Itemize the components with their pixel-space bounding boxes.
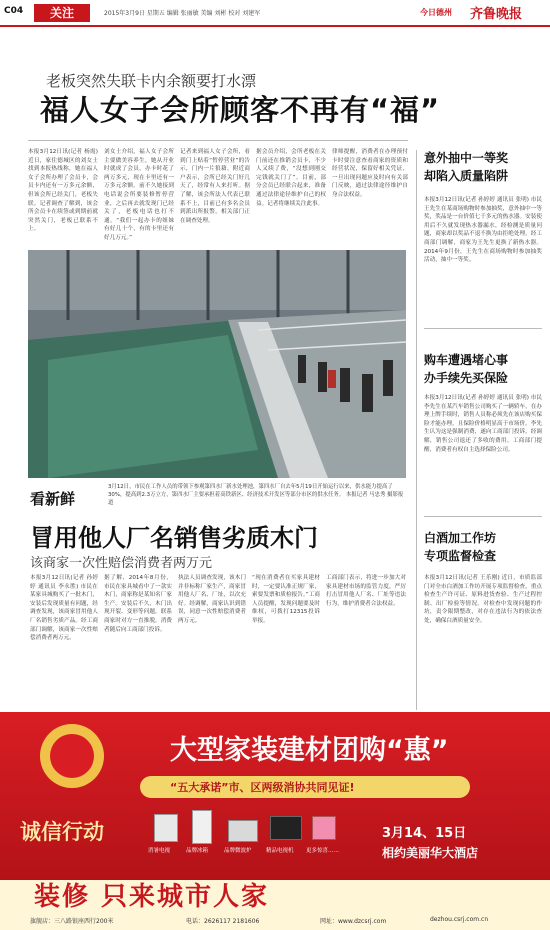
product-label-3: 品牌微波炉 bbox=[224, 848, 252, 854]
sidebar-rule-1 bbox=[424, 328, 542, 329]
section-tag: 关注 bbox=[34, 4, 90, 22]
tv-icon bbox=[154, 814, 178, 842]
ad-venue: 相约美丽华大酒店 bbox=[382, 846, 479, 860]
ad-website: 网址：www.dzcsrj.com bbox=[320, 918, 387, 925]
sidebar-divider bbox=[416, 150, 417, 710]
ad-website-2: dezhou.csrj.com.cn bbox=[430, 916, 489, 923]
sidebar-2-title2: 办手续先买保险 bbox=[424, 371, 509, 385]
photo-caption: 3月12日，市民在工作人员的带领下参观第四水厂新水处理池，第四水厂自去年5月19日开始运行以来，供水能力提高了30%，提高到2.3万立方，第四水厂主要承担着高铁新区、经济技术开发区等部分市区的供水任务。 本报记者 马忠秀 摄影报道 bbox=[108, 484, 404, 506]
sidebar-1-title1: 意外抽中一等奖 bbox=[424, 151, 509, 165]
second-col-3: 执法人员调查发现，该木门并非标称厂家生产，商家冒用他人厂名、厂址，以次充好。经调解，商家认识到错误，同意一次性赔偿消费者两万元。 bbox=[178, 575, 246, 624]
second-col-2: 据了解，2014年8月份，市民在家具城看中了一款实木门，商家称是某知名厂家生产。安装后不久，木门出现开裂、变形等问题，联系商家时对方一直推脱。消费者随后向工商部门投诉。 bbox=[104, 575, 172, 633]
ad-headline: 大型家装建材团购“惠” bbox=[170, 735, 449, 766]
main-kicker: 老板突然失联卡内余额要打水漂 bbox=[46, 72, 257, 90]
header-rule bbox=[0, 25, 550, 27]
page-header bbox=[0, 0, 550, 26]
sidebar-1-title2: 却陷入质量陷阱 bbox=[424, 169, 509, 183]
ad-address: 旗舰店：三八路银座西行200米 bbox=[30, 918, 114, 925]
advertisement bbox=[0, 712, 550, 930]
ad-logo-text: 诚信行动 bbox=[20, 820, 104, 844]
product-label-4: 精品电视机 bbox=[266, 848, 294, 854]
ad-products bbox=[148, 810, 338, 860]
ad-phone: 电话：2626117 2181606 bbox=[186, 918, 260, 925]
main-col-3: 记者来到福人女子会所，看到门上贴着“暂停营业”的告示，门内一片狼藉。附近商户表示，会所已经关门好几天了，经常有人来打听。据了解，该会所法人代表已联系不上，目前已有多名会员到派出所报警，相关部门正在调查处理。 bbox=[180, 149, 250, 224]
main-col-5: 律师提醒，消费者在办理预付卡时要注意查看商家的资质和经营状况，保留好相关凭证，一旦出现问题应及时向有关部门反映，通过法律途径维护自身合法权益。 bbox=[332, 149, 408, 198]
sidebar-3-title1: 白酒加工作坊 bbox=[424, 531, 497, 545]
second-col-4: “现在消费者在买家具建材时，一定要认准正规厂家，索要发票和质检报告。”工商人员提醒，发现问题要及时维权，可拨打12315投诉举报。 bbox=[252, 575, 320, 624]
sidebar-rule-2 bbox=[424, 516, 542, 517]
product-label-5: 更多惊喜…… bbox=[306, 848, 340, 854]
fridge-icon bbox=[192, 810, 212, 844]
microwave-icon bbox=[228, 820, 258, 842]
section-right: 今日德州 bbox=[420, 8, 452, 17]
second-col-5: 工商部门表示，将进一步加大对家具建材市场的监管力度，严厉打击冒用他人厂名、厂址等违法行为，维护消费者合法权益。 bbox=[326, 575, 406, 607]
second-subhead: 该商家一次性赔偿消费者两万元 bbox=[30, 556, 213, 571]
gift-icon bbox=[312, 816, 336, 840]
sidebar-2-title1: 购车遭遇堵心事 bbox=[424, 353, 509, 367]
ad-slogan: 装修 只来城市人家 bbox=[34, 882, 270, 912]
brand-logo: 齐鲁晚报 bbox=[470, 7, 523, 22]
product-label-2: 品牌冰箱 bbox=[186, 848, 209, 854]
second-headline: 冒用他人厂名销售劣质木门 bbox=[30, 524, 318, 552]
photo-caption-tag: 看新鲜 bbox=[30, 490, 76, 508]
main-headline: 福人女子会所顾客不再有“福” bbox=[40, 93, 441, 127]
water-plant-photo bbox=[28, 250, 406, 478]
ad-date: 3月14、15日 bbox=[382, 826, 467, 841]
headline-divider bbox=[28, 140, 408, 141]
date-line: 2015年3月9日 星期五 编辑 张丽敏 美编 刘彬 校对 刘建军 bbox=[104, 10, 261, 17]
main-col-4: 据会员介绍，会所老板在关门前还在推销会员卡，不少人又续了费，“没想到刚交完钱就关门了”。目前，部分会员已经联合起来，准备通过法律途径维护自己的权益。记者将继续关注此事。 bbox=[256, 149, 326, 207]
sidebar-2-body: 本报3月12日讯(记者 孙婷婷 通讯员 张明) 市民李先生在某汽车销售公司购买了一辆轿车，在办理上牌手续时，销售人员称必须先在该店购买保险才能办理，且保险价格明显高于市场价。李先生认为这是强制消费，遂向工商部门投诉。经调解，销售公司退还了多收的费用。工商部门提醒，消费者有权自主选择保险公司。 bbox=[424, 395, 542, 453]
main-col-1: 本报3月12日讯(记者 杨霞) 近日，家住德城区的刘女士找到本报热线称，她在福人女子会所办理了会员卡，会员卡内还有一万多元余额，但该会所已经关门，老板失联。记者调查了解到，该会所会员卡在续签或到期前就突然关门，老板已联系不上。 bbox=[28, 149, 98, 233]
ad-subline: “五大承诺”市、区两级消协共同见证! bbox=[170, 781, 355, 794]
sidebar-3-title2: 专项监督检查 bbox=[424, 549, 497, 563]
product-label-1: 消暑电视 bbox=[148, 848, 171, 854]
sidebar-3-body: 本报3月12日讯(记者 王乐刚) 近日，市质监部门对全市白酒加工作坊开展专项监督检查，重点检查生产许可证、原料进货查验、生产过程控制、出厂检验等情况。对检查中发现问题的作坊，责令限期整改，对存在违法行为的依法查处，确保白酒质量安全。 bbox=[424, 575, 542, 624]
main-col-2: 刘女士介绍，福人女子会所主要做美容养生，她从开业时就成了会员，办卡时花了两万多元，现在卡里还有一万多元余额。前不久她接到电话说会所要装修暂停营业，之后再去就发现门已经关了，老板电话也打不通。“我们一起办卡的姐妹有好几十个，有的卡里还有好几万元。” bbox=[104, 149, 174, 241]
second-col-1: 本报3月12日讯(记者 孙婷婷 通讯员 李永胜) 市民在某家具城购买了一批木门，安装后发现质量有问题，经调查发现，该商家冒用他人厂名销售劣质产品。经工商部门调解，该商家一次性赔偿消费者两万元。 bbox=[30, 575, 98, 642]
television-icon bbox=[270, 816, 302, 840]
sidebar-1-body: 本报3月12日讯(记者 孙婷婷 通讯员 张明) 市民王先生在某商场购物时参加抽奖，意外抽中一等奖，奖品是一台价值七千多元的热水器。安装使用后不久就发现热水器漏水，经检测是质量问题，商家却以奖品不退不换为由拒绝处理。经工商部门调解，商家为王先生更换了新热水器。2014年9月份，王先生在商场购物时参加抽奖活动，抽中一等奖。 bbox=[424, 197, 542, 264]
news-photo bbox=[28, 250, 406, 478]
page-number: C04 bbox=[4, 6, 24, 16]
